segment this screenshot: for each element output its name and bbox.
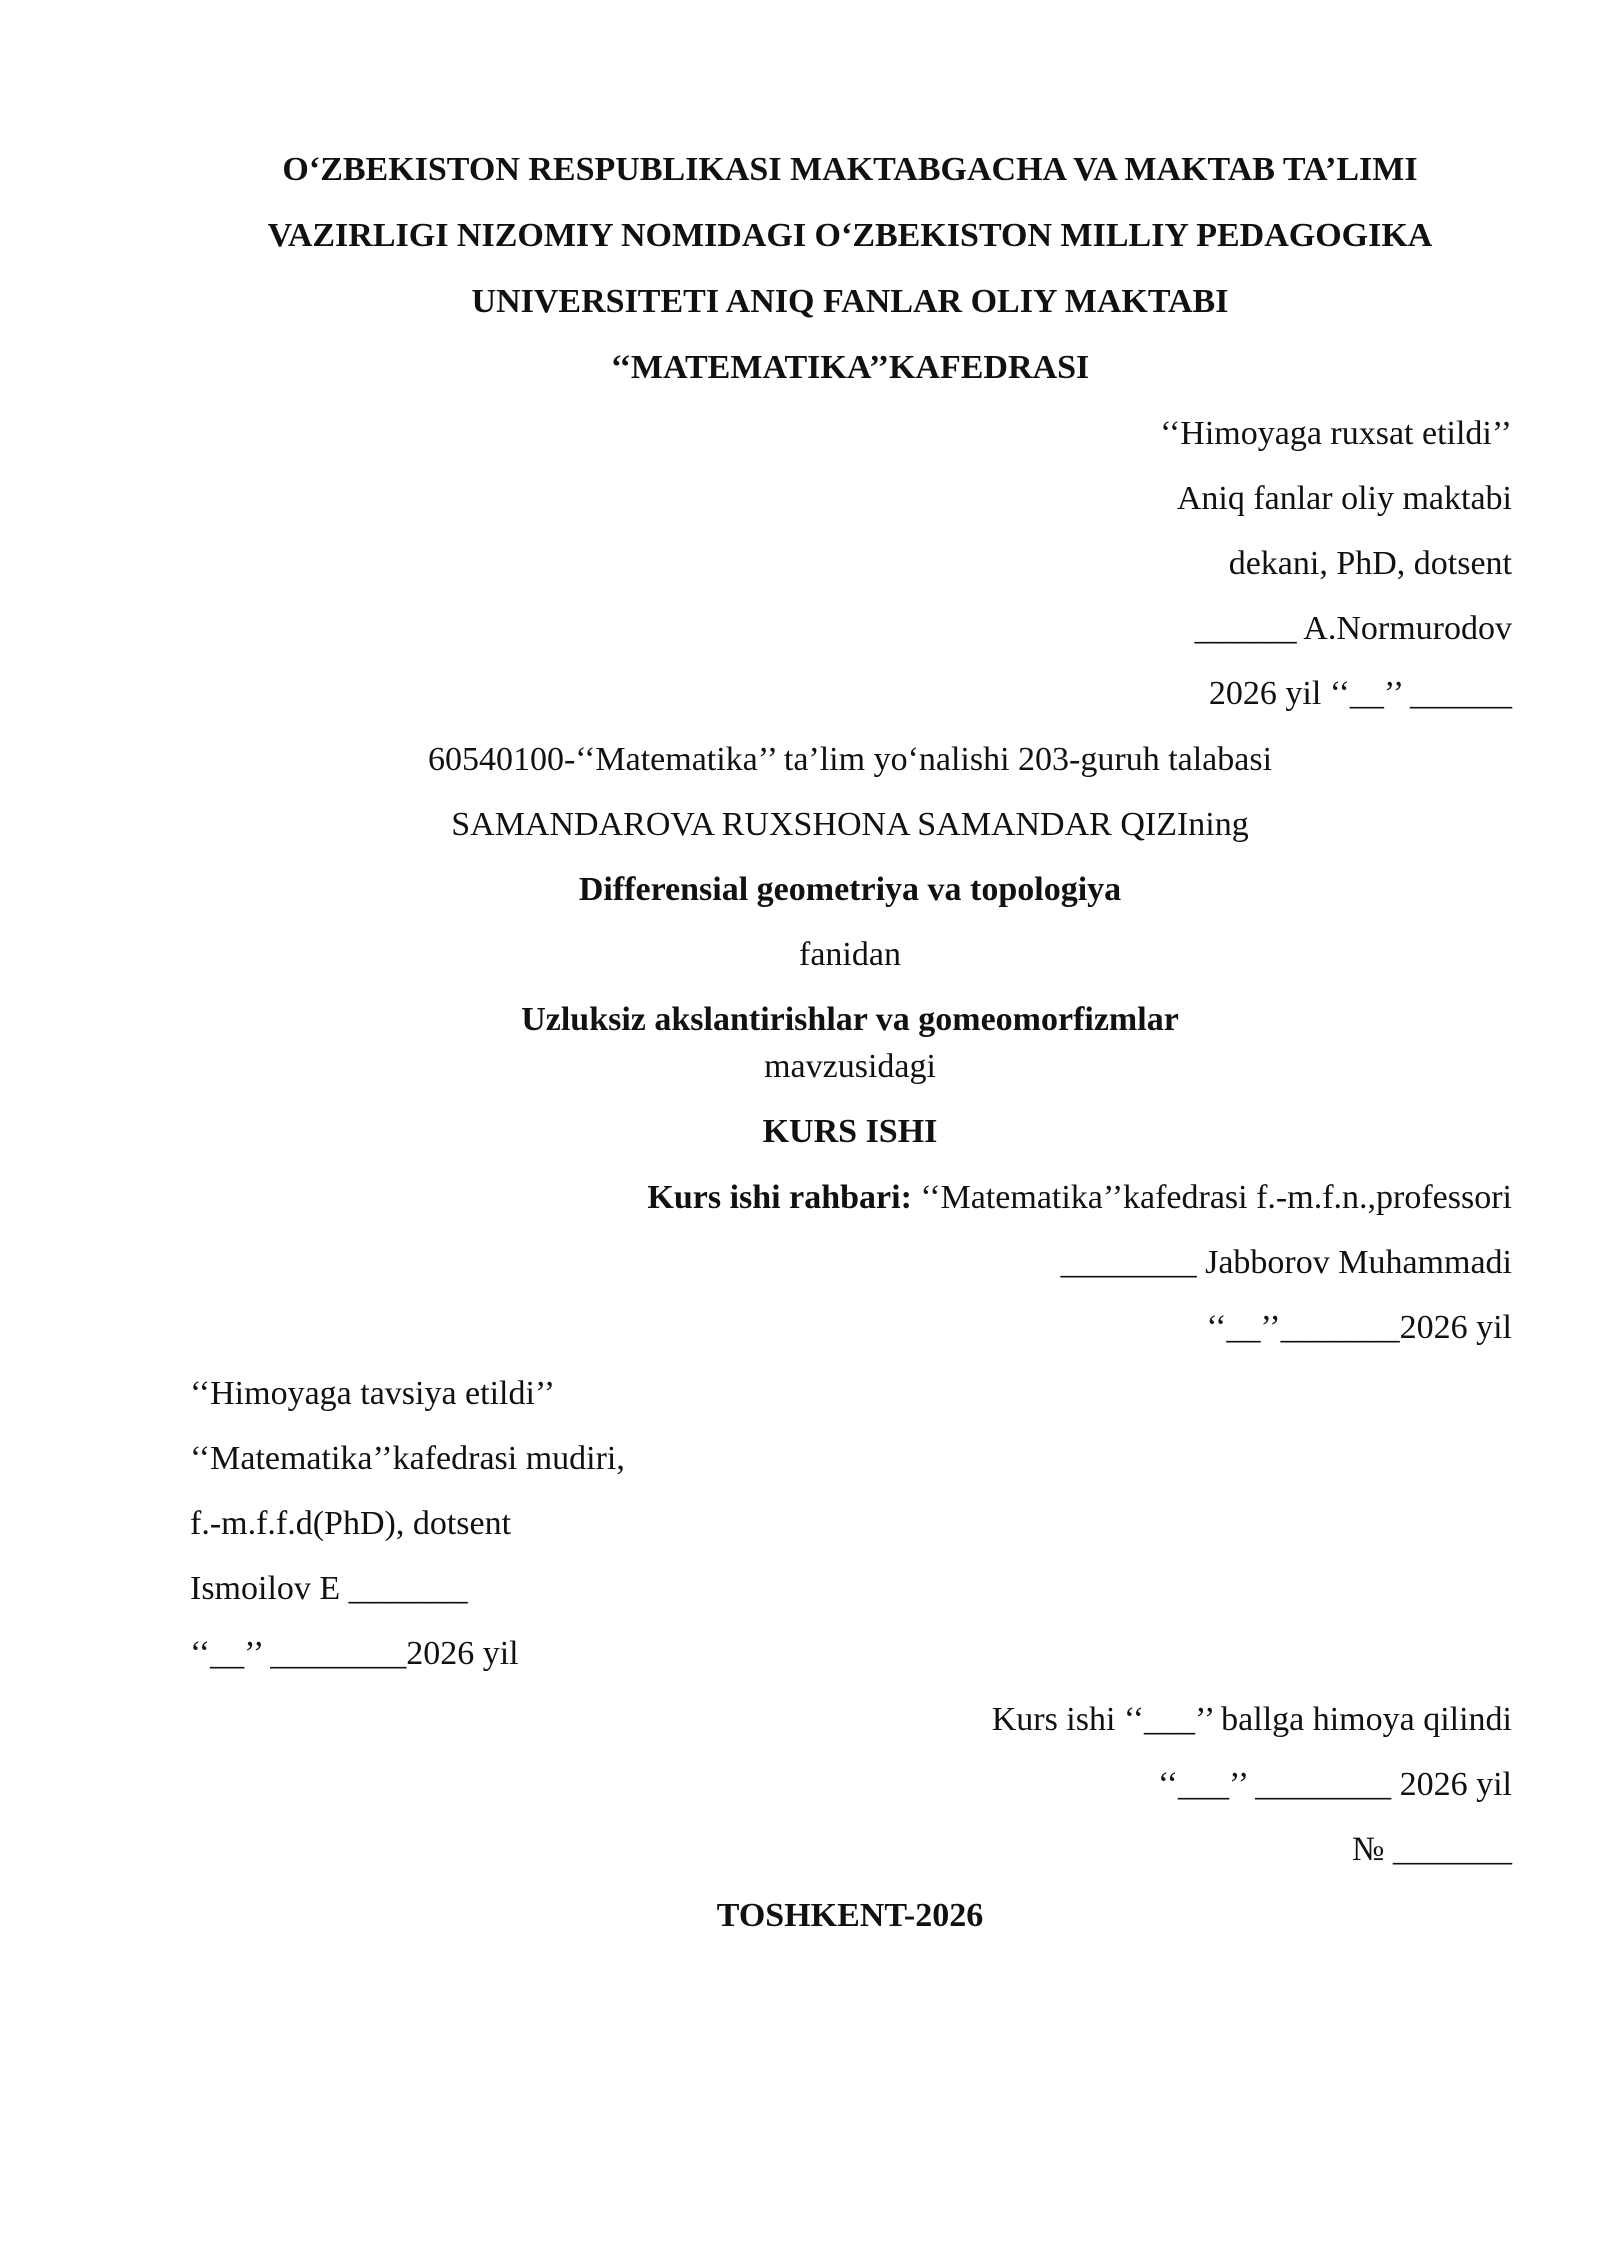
approval-title: ‘‘Himoyaga ruxsat etildi’’ [1160, 415, 1512, 452]
header-line-4: ‘‘MATEMATIKA’’KAFEDRASI [610, 349, 1090, 386]
supervisor-title: ‘‘Matematika’’kafedrasi f.-m.f.n.,professori [911, 1179, 1512, 1216]
recommendation-position: ‘‘Matematika’’kafedrasi mudiri, [190, 1440, 625, 1477]
subject-suffix: fanidan [799, 936, 901, 973]
supervisor-signature: ________ Jabborov Muhammadi [1060, 1244, 1512, 1281]
topic-name: Uzluksiz akslantirishlar va gomeomorfizmlar [521, 1001, 1179, 1038]
defense-date: ‘‘___’’ ________ 2026 yil [1157, 1766, 1512, 1803]
topic-suffix: mavzusidagi [764, 1048, 936, 1085]
header-line-1: O‘ZBEKISTON RESPUBLIKASI MAKTABGACHA VA MAKTAB TA’LIMI [282, 151, 1418, 188]
header-line-2: VAZIRLIGI NIZOMIY NOMIDAGI O‘ZBEKISTON MILLIY PEDAGOGIKA [267, 217, 1433, 254]
recommendation-title: ‘‘Himoyaga tavsiya etildi’’ [190, 1375, 556, 1412]
subject-name: Differensial geometriya va topologiya [578, 871, 1122, 908]
header-line-3: UNIVERSITETI ANIQ FANLAR OLIY MAKTABI [471, 283, 1229, 320]
recommendation-degree: f.-m.f.f.d(PhD), dotsent [190, 1505, 512, 1542]
defense-number: № _______ [1352, 1831, 1512, 1868]
supervisor-date: ‘‘__’’_______2026 yil [1206, 1309, 1512, 1346]
footer-city-year: TOSHKENT-2026 [716, 1897, 984, 1934]
approval-date: 2026 yil ‘‘__’’ ______ [1208, 675, 1512, 712]
student-line-1: 60540100-‘‘Matematika’’ ta’lim yo‘nalishi 203-guruh talabasi [427, 741, 1273, 778]
recommendation-signature: Ismoilov E _______ [190, 1570, 468, 1607]
document-type: KURS ISHI [762, 1113, 938, 1150]
approval-signature: ______ A.Normurodov [1194, 610, 1512, 647]
approval-position: dekani, PhD, dotsent [1228, 545, 1512, 582]
recommendation-date: ‘‘__’’ ________2026 yil [190, 1635, 519, 1672]
student-name: SAMANDAROVA RUXSHONA SAMANDAR QIZIning [451, 806, 1249, 843]
approval-org: Aniq fanlar oliy maktabi [1176, 480, 1512, 517]
supervisor-line [647, 1178, 1512, 1218]
supervisor-label: Kurs ishi rahbari: [647, 1179, 912, 1216]
defense-score: Kurs ishi ‘‘___’’ ballga himoya qilindi [991, 1701, 1512, 1738]
